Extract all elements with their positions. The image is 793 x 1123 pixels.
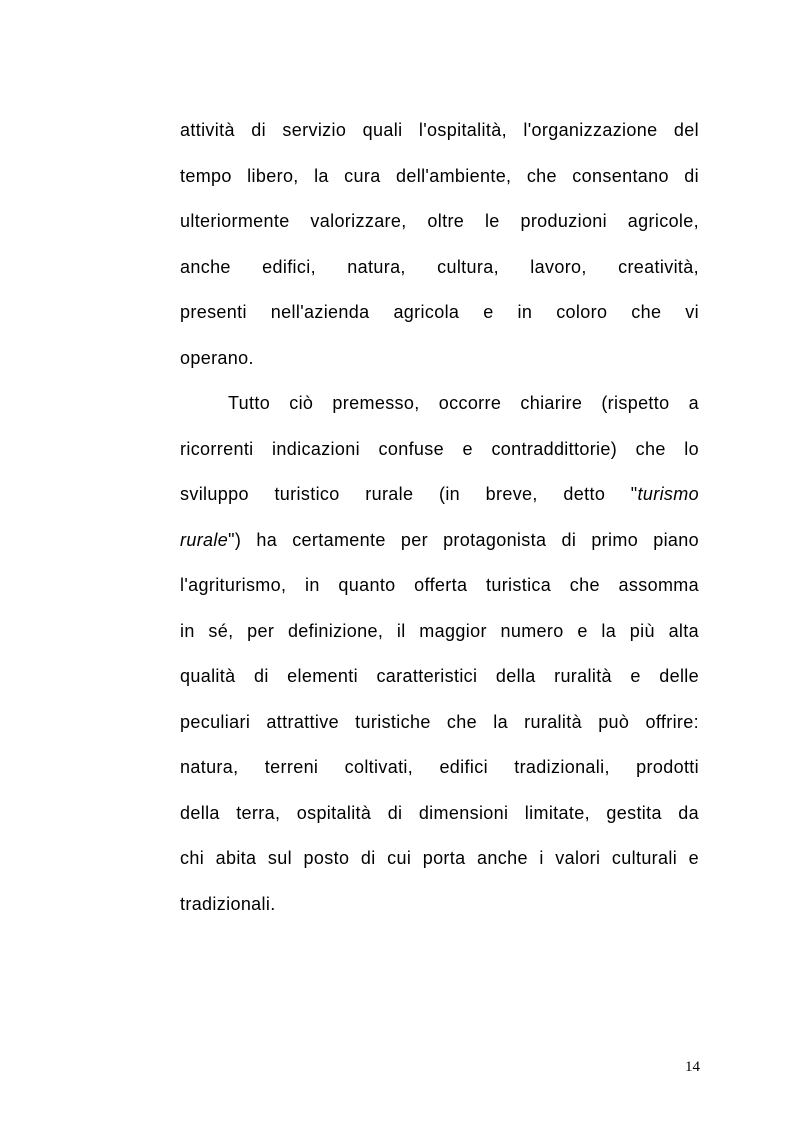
paragraph-1	[180, 108, 699, 381]
paragraph-2	[180, 381, 699, 927]
italic-term: turismo	[637, 484, 699, 504]
text-line: ricorrenti indicazioni confuse e contraddittorie) che lo	[180, 438, 699, 459]
text-line: Tutto ciò premesso, occorre chiarire (rispetto a	[228, 393, 699, 413]
text-line: tradizionali.	[180, 893, 276, 914]
text-line: presenti nell'azienda agricola e in coloro che vi	[180, 302, 699, 322]
italic-term: rurale	[180, 529, 229, 550]
text-line: tempo libero, la cura dell'ambiente, che consentano di	[180, 165, 699, 186]
text-line: anche edifici, natura, cultura, lavoro, creatività,	[180, 256, 699, 277]
text-line: ulteriormente valorizzare, oltre le produzioni agricole,	[180, 211, 699, 231]
text-line: qualità di elementi caratteristici della ruralità e delle	[180, 666, 699, 686]
body-text	[180, 108, 699, 927]
text-fragment: sviluppo turistico rurale (in breve, detto "	[180, 484, 638, 504]
text-line	[180, 472, 699, 518]
text-line: peculiari attrattive turistiche che la ruralità può offrire:	[180, 711, 699, 732]
text-fragment: ") ha certamente per protagonista di primo piano	[228, 529, 699, 550]
text-line: l'agriturismo, in quanto offerta turistica che assomma	[180, 575, 699, 595]
page-number: 14	[685, 1059, 700, 1075]
text-line: chi abita sul posto di cui porta anche i valori culturali e	[180, 848, 699, 868]
text-line: operano.	[180, 347, 254, 368]
text-line: attività di servizio quali l'ospitalità, l'organizzazione del	[180, 120, 699, 140]
text-line: natura, terreni coltivati, edifici tradizionali, prodotti	[180, 757, 699, 777]
text-line: della terra, ospitalità di dimensioni limitate, gestita da	[180, 802, 699, 823]
text-line: in sé, per definizione, il maggior numero e la più alta	[180, 620, 699, 641]
text-line	[180, 518, 699, 564]
